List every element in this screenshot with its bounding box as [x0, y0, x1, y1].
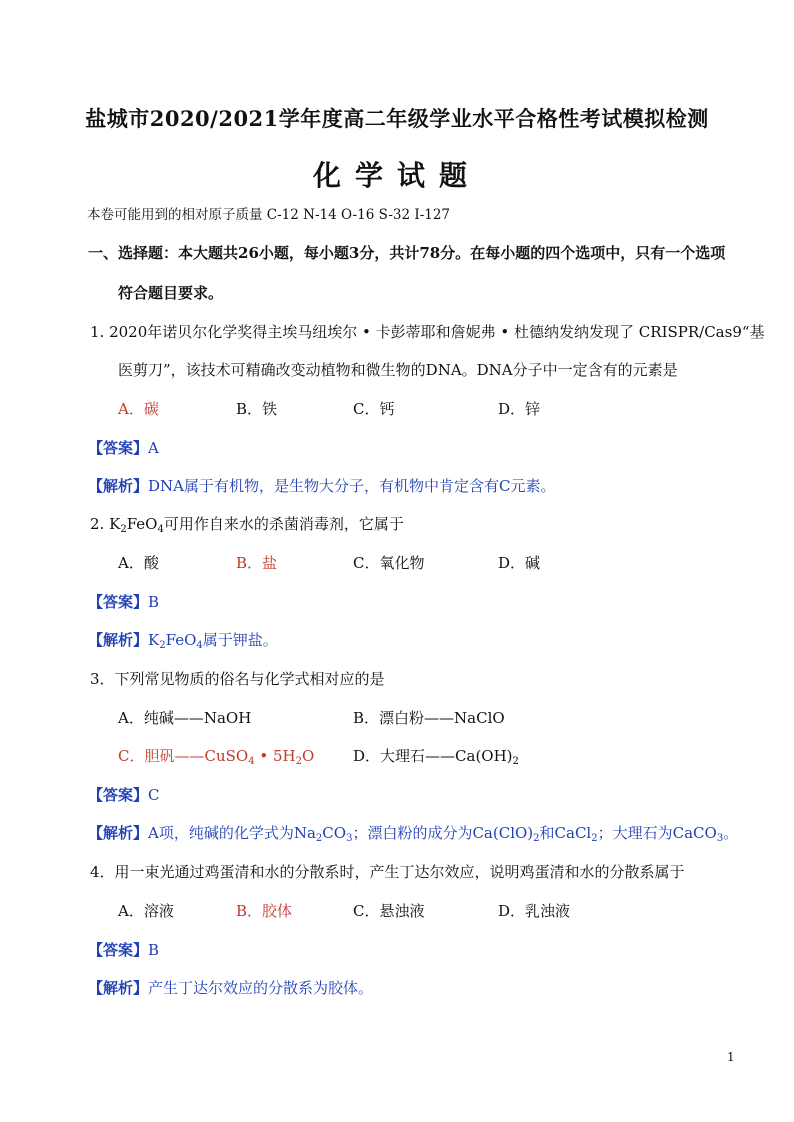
answer-value: B	[148, 941, 160, 959]
q3-option-a: A．纯碱——NaOH	[118, 709, 252, 727]
q3-option-c-sub2: 2	[295, 756, 302, 767]
q4-explanation	[88, 978, 373, 998]
q3-option-c-text-b: • 5H	[254, 747, 296, 765]
q1-explanation	[88, 476, 555, 496]
q2-option-c: C．氧化物	[353, 554, 425, 572]
answer-value: A	[148, 439, 159, 457]
q2-option-d: D．碱	[498, 554, 541, 572]
exam-subtitle: 化学试题	[312, 159, 481, 192]
page-number: 1	[727, 1050, 735, 1064]
q3-ex-1: A项，纯碱的化学式为Na	[148, 824, 316, 842]
q1-option-a: A．碳	[118, 400, 159, 418]
q1-stem-line2: 医剪刀”，该技术可精确改变动植物和微生物的DNA。DNA分子中一定含有的元素是	[118, 361, 678, 379]
q3-ex-sub1: 2	[315, 833, 323, 844]
explain-tag: 【解析】	[88, 824, 149, 842]
q4-option-c: C．悬浊液	[353, 902, 425, 920]
q2-explanation	[88, 630, 278, 650]
q3-ex-2: CO	[322, 824, 347, 842]
q4-option-b: B．胶体	[236, 902, 293, 920]
q3-option-c	[118, 746, 314, 766]
q4-option-d: D．乳浊液	[498, 902, 571, 920]
q2-ex-formula-sub: 2	[159, 640, 166, 651]
q1-option-d: D．锌	[498, 400, 541, 418]
q4-answer	[88, 940, 159, 960]
q2-answer	[88, 592, 159, 612]
explain-tag: 【解析】	[88, 631, 149, 649]
q3-option-b: B．漂白粉——NaClO	[353, 709, 505, 727]
section-heading: 一、选择题：本大题共26小题，每小题3分，共计78分。在每小题的四个选项中，只有一个选项	[88, 244, 726, 262]
explain-tag: 【解析】	[88, 477, 149, 495]
q1-answer	[88, 438, 159, 458]
q2-number: 2.	[90, 515, 105, 533]
q3-answer	[88, 785, 160, 805]
q2-ex-formula-sub2: 4	[196, 640, 203, 651]
q3-ex-sub4: 2	[591, 833, 598, 844]
q3-option-d	[353, 746, 519, 766]
q2-formula-sub2: 4	[157, 524, 164, 535]
q3-ex-sub2: 3	[346, 833, 353, 844]
q2-option-a: A．酸	[118, 554, 159, 572]
q1-stem-line1: 1. 2020年诺贝尔化学奖得主埃马纽埃尔 • 卡彭蒂耶和詹妮弗 • 杜德纳发纳发现了 CRISPR/Cas9“基	[90, 323, 765, 341]
q3-option-c-text-c: O	[301, 747, 315, 765]
q3-explanation	[88, 823, 738, 843]
q3-option-c-sub: 4	[248, 756, 255, 767]
q2-formula: K	[109, 515, 121, 533]
q4-stem: 4．用一束光通过鸡蛋清和水的分散系时，产生丁达尔效应，说明鸡蛋清和水的分散系属于	[90, 863, 685, 881]
q3-ex-sub3: 2	[533, 833, 540, 844]
q1-option-c: C．钙	[353, 400, 395, 418]
q3-ex-6: 。	[723, 824, 739, 842]
q3-ex-4: 和CaCl	[539, 824, 592, 842]
q3-option-c-text: C．胆矾——CuSO	[118, 747, 249, 765]
q3-stem: 3．下列常见物质的俗名与化学式相对应的是	[90, 670, 385, 688]
answer-value: C	[148, 786, 160, 804]
answer-tag: 【答案】	[88, 439, 149, 457]
answer-tag: 【答案】	[88, 593, 149, 611]
q3-ex-3: ；漂白粉的成分为Ca(ClO)	[352, 824, 534, 842]
atomic-masses: 本卷可能用到的相对原子质量 C-12 N-14 O-16 S-32 I-127	[87, 207, 451, 223]
q2-option-b: B．盐	[236, 554, 278, 572]
q2-ex-formula-b: FeO	[165, 631, 197, 649]
q1-option-b: B．铁	[236, 400, 278, 418]
q3-option-d-text: D．大理石——Ca(OH)	[353, 747, 513, 765]
q3-ex-sub5: 3	[716, 833, 724, 844]
q2-stem-text: 可用作自来水的杀菌消毒剂，它属于	[163, 515, 404, 533]
q2-ex-formula: K	[148, 631, 160, 649]
explain-text: 产生丁达尔效应的分散系为胶体。	[148, 979, 374, 997]
q3-ex-5: ；大理石为CaCO	[597, 824, 717, 842]
exam-title: 盐城市2020/2021学年度高二年级学业水平合格性考试模拟检测	[85, 106, 709, 131]
q2-formula-b: FeO	[126, 515, 158, 533]
q2-formula-sub: 2	[120, 524, 127, 535]
q3-option-d-sub: 2	[512, 756, 519, 767]
explain-text: 属于钾盐。	[202, 631, 278, 649]
explain-tag: 【解析】	[88, 979, 149, 997]
q2-stem	[90, 514, 404, 534]
q4-option-a: A．溶液	[118, 902, 174, 920]
explain-text: DNA属于有机物，是生物大分子，有机物中肯定含有C元素。	[148, 477, 556, 495]
answer-tag: 【答案】	[88, 941, 149, 959]
section-heading-cont: 符合题目要求。	[118, 284, 224, 302]
answer-tag: 【答案】	[88, 786, 149, 804]
answer-value: B	[148, 593, 160, 611]
